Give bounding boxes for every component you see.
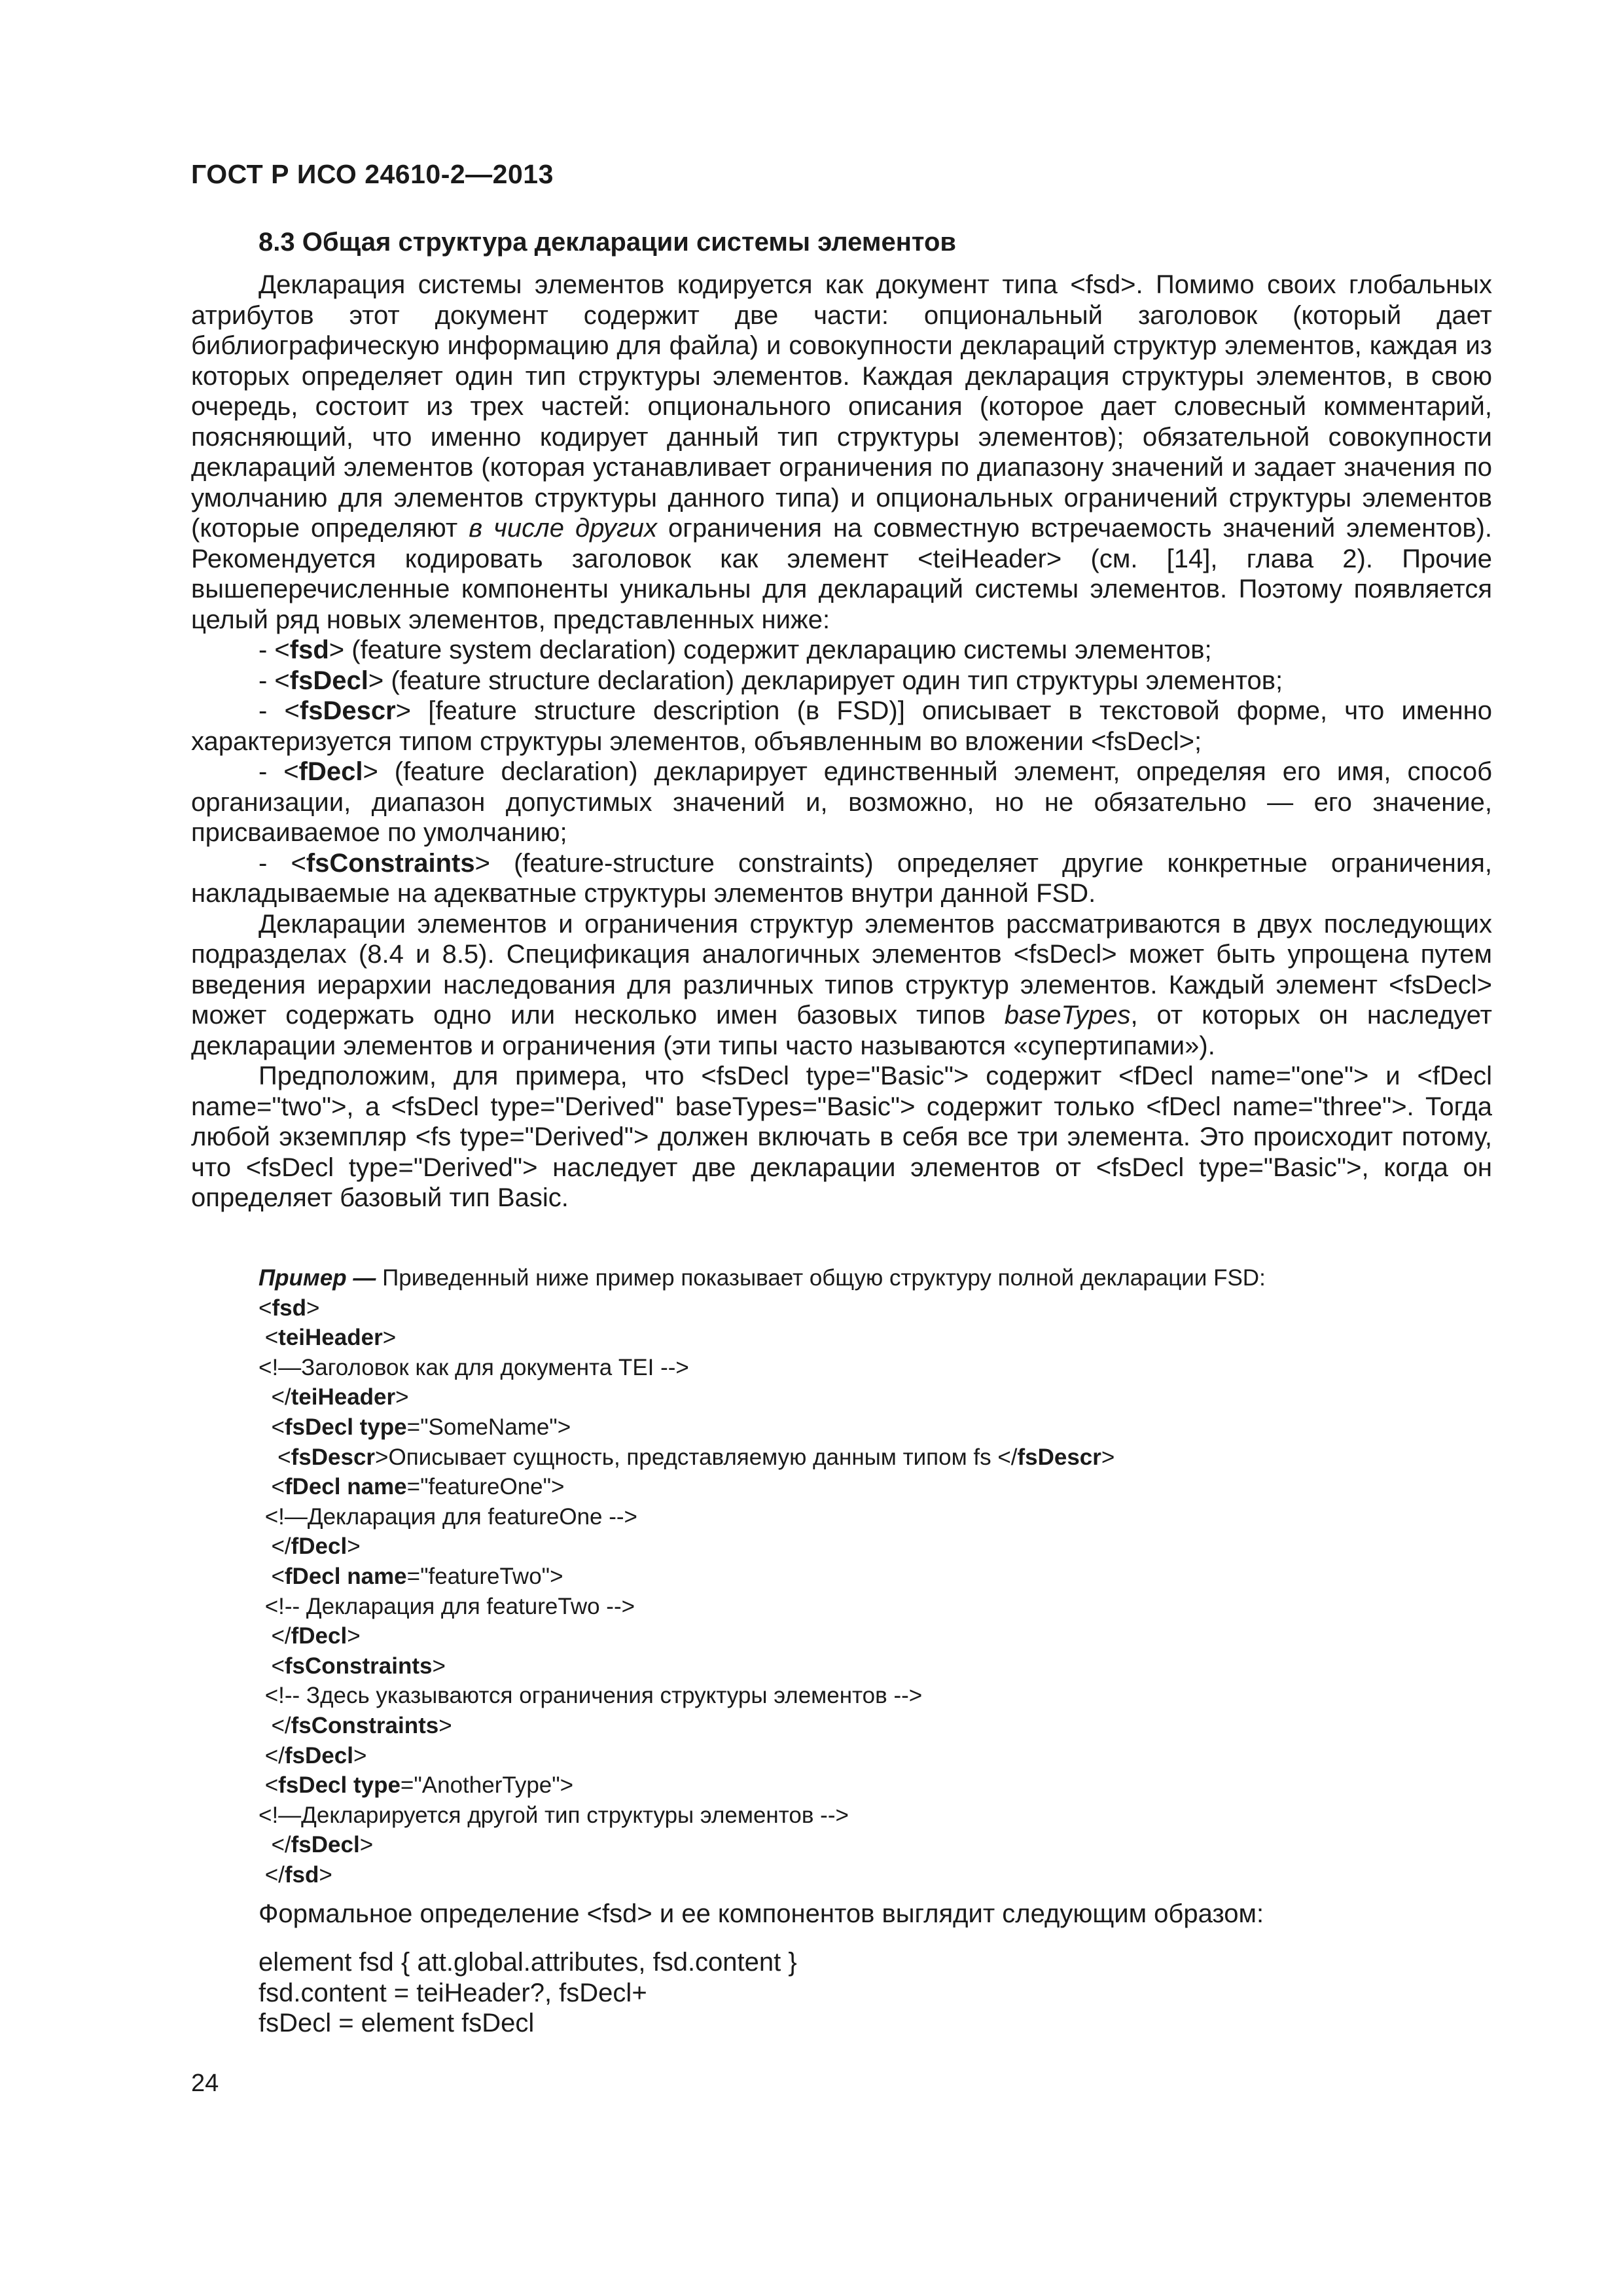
page-number: 24 [191,2070,219,2097]
code-line: </fDecl> [259,1623,361,1649]
list-item-fsd: - <fsd> (feature system declaration) содержит декларацию системы элементов; [259,636,1212,664]
section-title: 8.3 Общая структура декларации системы элементов [259,228,956,257]
list-item-fsdescr: - <fsDescr> [feature structure description (в FSD)] описывает в текстовой форме, что именно характеризуется типом структуры элементов, объявленным во вложении <fsDecl>; [191,696,1493,756]
paragraph-1: Декларация системы элементов кодируется как документ типа <fsd>. Помимо своих глобальных атрибутов этот документ содержит две части: опциональный заголовок (который дает библиографическую информацию для файла) и совокупности деклараций структур элементов, каждая из которых определяет один тип структуры элементов. Каждая декларация структуры элементов, в свою очередь, состоит из трех частей: опционального описания (которое дает словесный комментарий, поясняющий, что именно кодирует данный тип структуры элементов); обязательной совокупности деклараций элементов (которая устанавливает ограничения по диапазону значений и задает значения по умолчанию для элементов структуры данного типа) и опциональных ограничений структуры элементов (которые определяют в числе других ограничения на совместную встречаемость значений элементов). Рекомендуется кодировать заголовок как элемент <teiHeader> (см. [14], глава 2). Прочие вышеперечисленные компоненты уникальны для деклараций системы элементов. Поэтому появляется целый ряд новых элементов, представленных ниже: [191,270,1492,634]
code-comment: <!-- Декларация для featureTwo --> [259,1593,635,1619]
code-line: <fsDecl type="AnotherType"> [259,1772,574,1799]
code-line: <fsDecl type="SomeName"> [259,1414,571,1440]
code-line: <fDecl name="featureOne"> [259,1474,565,1500]
formal-definition-code [259,1947,797,2039]
code-comment: <!-- Здесь указываются ограничения структуры элементов --> [259,1683,923,1709]
code-line: </fsConstraints> [259,1712,452,1738]
list-item-fdecl: - <fDecl> (feature declaration) декларирует единственный элемент, определяя его имя, способ организации, диапазон допустимых значений и, возможно, но не обязательно — его значение, присваиваемое по умолчанию; [191,757,1492,847]
code-line: <fDecl name="featureTwo"> [259,1563,563,1589]
code-line: </fDecl> [259,1534,361,1560]
list-item-fsconstraints: - <fsConstraints> (feature-structure constraints) определяет другие конкретные ограничения, накладываемые на адекватные структуры элементов внутри данной FSD. [191,848,1493,908]
code-comment: <!—Декларируется другой тип структуры элементов --> [259,1802,849,1828]
formal-definition-intro: Формальное определение <fsd> и ее компонентов выглядит следующим образом: [259,1899,1264,1928]
code-comment: <!—Декларация для featureOne --> [259,1503,637,1530]
code-line: </teiHeader> [259,1384,409,1410]
code-line: <teiHeader> [259,1325,397,1351]
code-line: <fsConstraints> [259,1653,446,1679]
paragraph-2: Декларации элементов и ограничения структур элементов рассматриваются в двух последующих подразделах (8.4 и 8.5). Спецификация аналогичных элементов <fsDecl> может быть упрощена путем введения иерархии наследования для различных типов структур элементов. Каждый элемент <fsDecl> может содержать одно или несколько имен базовых типов baseTypes, от которых он наследует декларации элементов и ограничения (эти типы часто называются «супертипами»). [191,909,1492,1060]
example-block [259,1263,1469,1890]
code-line: </fsDecl> [259,1742,367,1768]
code-line: </fsDecl> [259,1832,374,1858]
definition-line: element fsd { att.global.attributes, fsd.content } [259,1948,797,1977]
definition-line: fsd.content = teiHeader?, fsDecl+ [259,1978,647,2007]
paragraph-3: Предположим, для примера, что <fsDecl type="Basic"> содержит <fDecl name="one"> и <fDecl name="two">, а <fsDecl type="Derived" baseTypes="Basic"> содержит только <fDecl name="three">. Тогда любой экземпляр <fs type="Derived"> должен включать в себя все три элемента. Это происходит потому, что <fsDecl type="Derived"> наследует две декларации элементов от <fsDecl type="Basic">, когда он определяет базовый тип Basic. [191,1062,1492,1212]
body-text [191,270,1492,1213]
document-header: ГОСТ Р ИСО 24610-2—2013 [191,159,554,189]
code-line: <fsd> [259,1295,320,1321]
example-intro: Пример — Приведенный ниже пример показывает общую структуру полной декларации FSD: [259,1265,1266,1291]
definition-line: fsDecl = element fsDecl [259,2009,535,2037]
code-line: </fsd> [259,1861,332,1888]
code-comment: <!—Заголовок как для документа TEI --> [259,1354,689,1380]
code-line: <fsDescr>Описывает сущность, представляемую данным типом fs </fsDescr> [259,1444,1115,1470]
list-item-fsdecl: - <fsDecl> (feature structure declaration) декларирует один тип структуры элементов; [259,666,1283,695]
